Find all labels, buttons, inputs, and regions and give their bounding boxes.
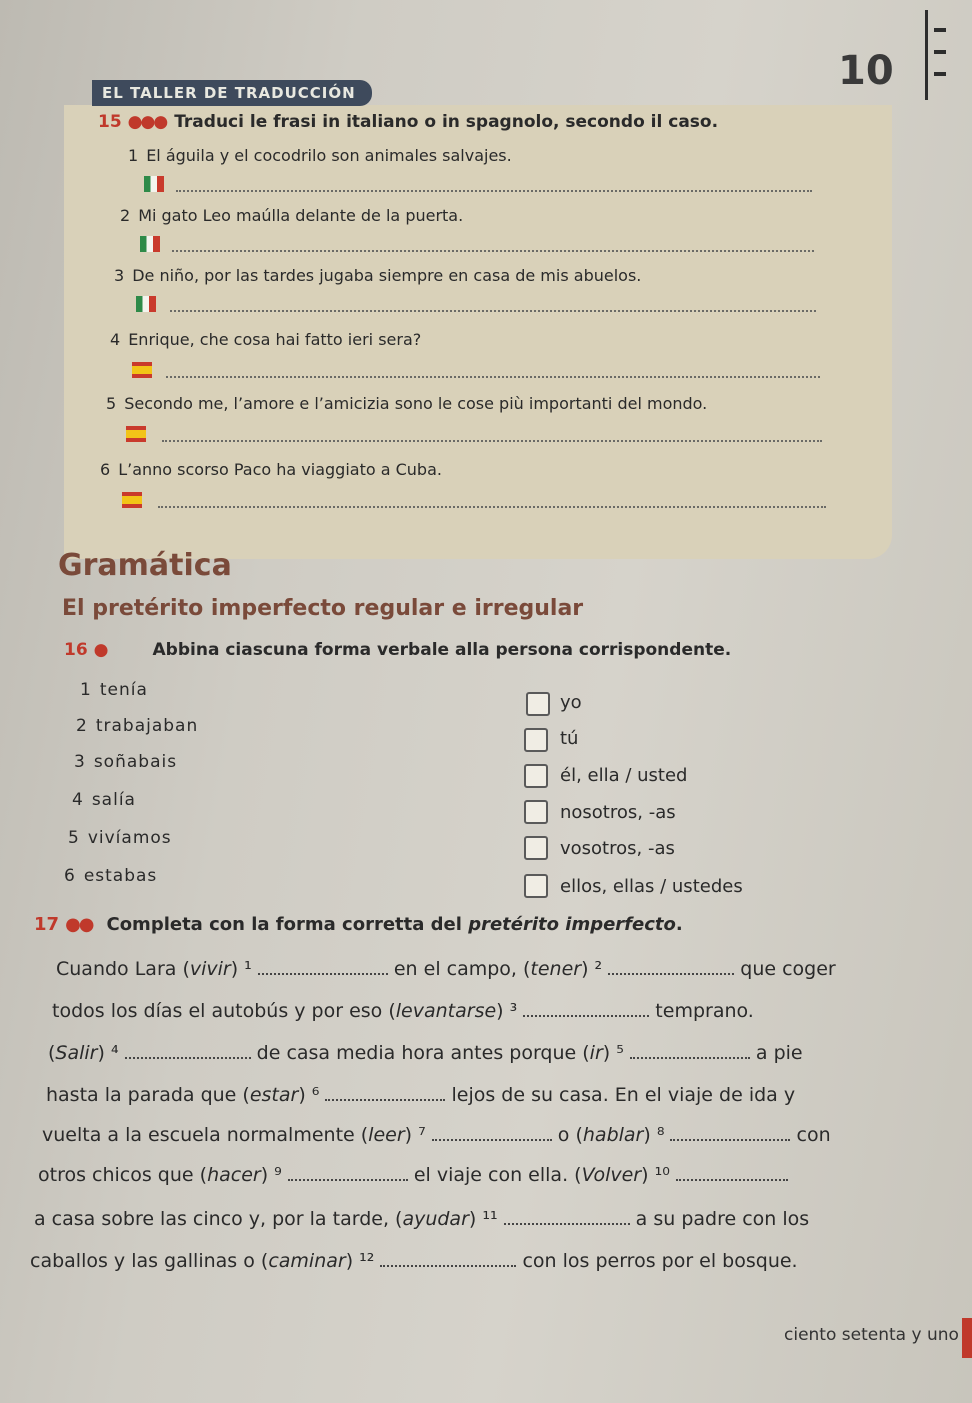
spain-flag-icon [126,426,146,442]
ex15-answer-line-1[interactable] [176,190,812,192]
blank-8[interactable] [670,1125,790,1141]
ex15-item: 4 Enrique, che cosa hai fatto ieri sera? [110,330,422,349]
ex17-line: (Salir) ⁴ de casa media hora antes porque (ir) ⁵ a pie [48,1042,803,1064]
ex15-title [98,112,718,132]
blank-1[interactable] [258,959,388,975]
ex16-person: él, ella / usted [560,765,688,786]
ex16-verb: 6 estabas [64,866,158,886]
blank-2[interactable] [608,959,734,975]
ex16-checkbox[interactable] [524,800,548,824]
spain-flag-icon [122,492,142,508]
ex15-number: 15 [98,112,122,132]
section-banner: EL TALLER DE TRADUCCIÓN [92,80,372,106]
ex15-item: 5 Secondo me, l’amore e l’amicizia sono le cose più importanti del mondo. [106,394,708,413]
blank-11[interactable] [504,1209,630,1225]
ex17-line: Cuando Lara (vivir) ¹ en el campo, (tener) ² que coger [56,958,836,980]
page-number-words: ciento setenta y uno [784,1325,959,1345]
blank-10[interactable] [676,1165,788,1181]
ex16-checkbox[interactable] [524,728,548,752]
ex16-person: yo [560,692,582,713]
ex17-line: todos los días el autobús y por eso (levantarse) ³ temprano. [52,1000,754,1022]
ex16-verb: 2 trabajaban [76,716,199,736]
italy-flag-icon [140,236,160,252]
grammar-heading: Gramática [58,548,232,583]
page-edge-tab [962,1318,972,1358]
ex16-number: 16 [64,640,88,660]
ex15-instruction: Traduci le frasi in italiano o in spagnolo, secondo il caso. [174,112,719,132]
ex16-person: vosotros, -as [560,838,675,859]
spain-flag-icon [132,362,152,378]
ex17-line: caballos y las gallinas o (caminar) ¹² con los perros por el bosque. [30,1250,798,1272]
ex17-line: a casa sobre las cinco y, por la tarde, (ayudar) ¹¹ a su padre con los [34,1208,810,1230]
italy-flag-icon [144,176,164,192]
ex16-verb: 3 soñabais [74,752,178,772]
blank-9[interactable] [288,1165,408,1181]
ex15-item: 2 Mi gato Leo maúlla delante de la puerta. [120,206,464,225]
chapter-number: 10 [838,48,894,94]
ex16-verb: 1 tenía [80,680,148,700]
ex16-difficulty-dots: ● [93,640,107,660]
ex15-answer-line-4[interactable] [166,376,820,378]
ex17-instruction-tense: pretérito imperfecto [468,914,676,935]
ex16-person: tú [560,728,579,749]
ex16-instruction: Abbina ciascuna forma verbale alla persona corrispondente. [152,640,732,660]
ex17-line: hasta la parada que (estar) ⁶ lejos de su casa. En el viaje de ida y [46,1084,796,1106]
grammar-subheading: El pretérito imperfecto regular e irregular [62,596,584,621]
blank-12[interactable] [380,1251,516,1267]
ex17-line: vuelta a la escuela normalmente (leer) ⁷ o (hablar) ⁸ con [42,1124,831,1146]
ex17-title: 17 ●● Completa con la forma corretta del pretérito imperfecto. [34,914,683,935]
blank-4[interactable] [125,1043,251,1059]
ex17-difficulty-dots: ●● [65,914,93,935]
ex16-checkbox[interactable] [526,692,550,716]
ex15-answer-line-6[interactable] [158,506,826,508]
ex16-checkbox[interactable] [524,874,548,898]
ex17-instruction: Completa con la forma corretta del [106,914,469,935]
ex15-item: 1 El águila y el cocodrilo son animales salvajes. [128,146,512,165]
ex17-number: 17 [34,914,60,935]
ex16-person: nosotros, -as [560,802,676,823]
blank-5[interactable] [630,1043,750,1059]
blank-7[interactable] [432,1125,552,1141]
ex15-item: 3 De niño, por las tardes jugaba siempre en casa de mis abuelos. [114,266,642,285]
ex16-verb: 4 salía [72,790,136,810]
ex16-title [64,640,731,660]
ex16-checkbox[interactable] [524,764,548,788]
italy-flag-icon [136,296,156,312]
ex16-person: ellos, ellas / ustedes [560,876,743,897]
blank-6[interactable] [325,1085,445,1101]
ex16-checkbox[interactable] [524,836,548,860]
ex17-line: otros chicos que (hacer) ⁹ el viaje con ella. (Volver) ¹⁰ [38,1164,788,1186]
ex15-answer-line-3[interactable] [170,310,816,312]
ex15-answer-line-5[interactable] [162,440,822,442]
blank-3[interactable] [523,1001,649,1017]
ex16-verb: 5 vivíamos [68,828,172,848]
chapter-tab-marker [925,10,958,100]
ex15-item: 6 L’anno scorso Paco ha viaggiato a Cuba. [100,460,442,479]
ex15-answer-line-2[interactable] [172,250,814,252]
ex15-difficulty-dots: ●●● [127,112,167,132]
